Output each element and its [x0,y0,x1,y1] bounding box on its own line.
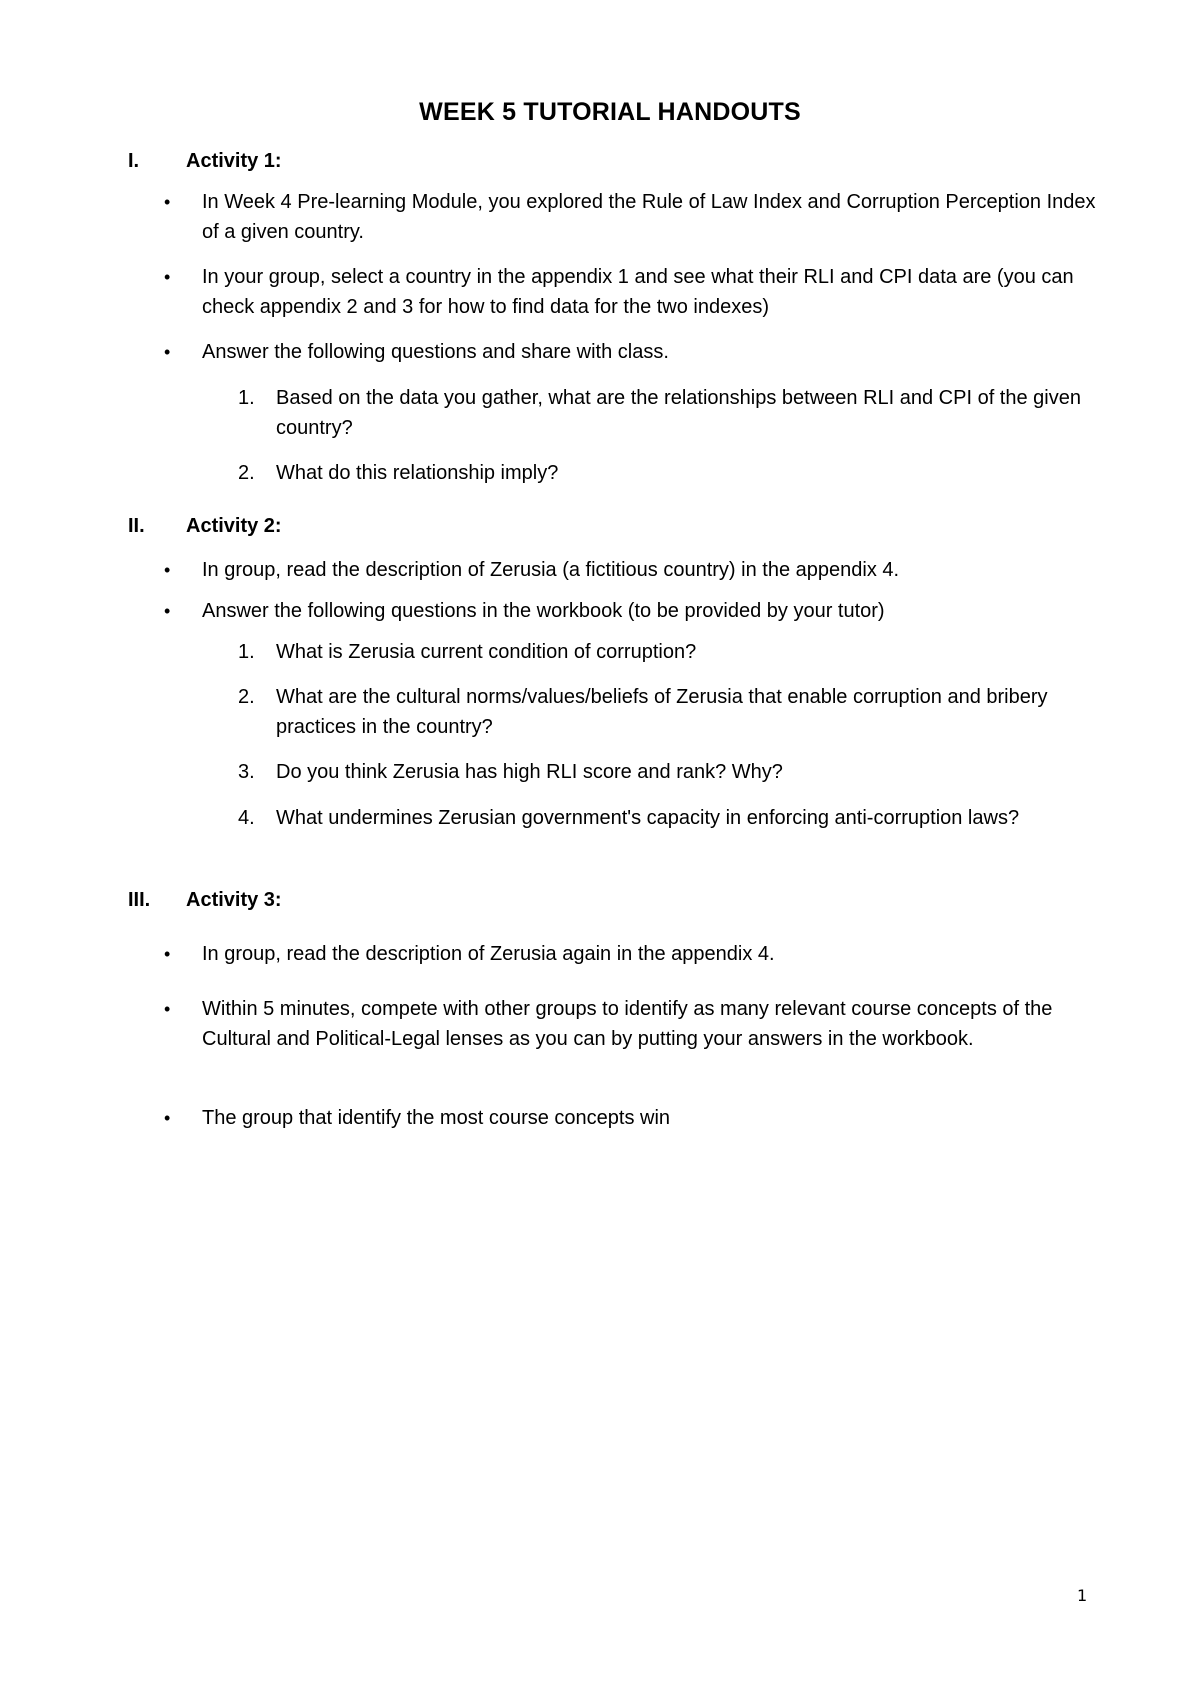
bullet-icon: • [164,192,171,212]
section-numeral: III. [128,889,151,911]
bullet-item [164,556,1102,586]
page-title: WEEK 5 TUTORIAL HANDOUTS [419,98,801,126]
bullet-item [164,995,1102,1054]
question-text: Based on the data you gather, what are the relationships between RLI and CPI of the given country? [276,387,1081,439]
bullet-text: In group, read the description of Zerusia again in the appendix 4. [202,943,775,965]
bullet-icon: • [164,267,171,287]
section-heading-activity-3 [128,889,282,912]
bullet-text: The group that identify the most course concepts win [202,1107,671,1129]
question-number: 1. [238,387,255,409]
bullet-icon: • [164,601,171,621]
question-number: 2. [238,462,255,484]
bullet-item [164,338,1102,368]
question-item [238,683,1086,742]
question-item [238,384,1086,443]
bullet-text: In group, read the description of Zerusia (a fictitious country) in the appendix 4. [202,559,900,581]
bullet-icon: • [164,560,171,580]
bullet-item [164,188,1102,247]
bullet-text: In your group, select a country in the appendix 1 and see what their RLI and CPI data are (you can check appendix 2 and 3 for how to find data for the two indexes) [202,266,1074,318]
question-number: 1. [238,641,255,663]
bullet-icon: • [164,342,171,362]
bullet-icon: • [164,1108,171,1128]
section-heading-activity-2 [128,515,282,538]
section-heading-activity-1 [128,150,282,173]
section-numeral: II. [128,515,145,537]
question-item [238,638,1086,668]
page-number: 1 [1077,1586,1088,1605]
bullet-icon: • [164,944,171,964]
question-number: 3. [238,761,255,783]
question-text: Do you think Zerusia has high RLI score and rank? Why? [276,761,783,783]
question-text: What do this relationship imply? [276,462,559,484]
section-title: Activity 3: [186,889,282,911]
bullet-item [164,1104,1102,1134]
question-number: 2. [238,686,255,708]
bullet-text: In Week 4 Pre-learning Module, you explored the Rule of Law Index and Corruption Perception Index of a given country. [202,191,1096,243]
section-title: Activity 1: [186,150,282,172]
question-text: What undermines Zerusian government's capacity in enforcing anti-corruption laws? [276,807,1020,829]
bullet-item [164,940,1102,970]
bullet-text: Within 5 minutes, compete with other groups to identify as many relevant course concepts of the Cultural and Political-Legal lenses as you can by putting your answers in the workbook. [202,998,1053,1050]
bullet-item [164,597,1102,627]
bullet-icon: • [164,999,171,1019]
section-numeral: I. [128,150,140,172]
question-item [238,459,1086,489]
question-text: What are the cultural norms/values/beliefs of Zerusia that enable corruption and bribery practices in the country? [276,686,1048,738]
bullet-text: Answer the following questions and share with class. [202,341,669,363]
question-number: 4. [238,807,255,829]
question-item [238,804,1086,834]
bullet-text: Answer the following questions in the workbook (to be provided by your tutor) [202,600,885,622]
section-title: Activity 2: [186,515,282,537]
question-text: What is Zerusia current condition of corruption? [276,641,697,663]
question-item [238,758,1086,788]
bullet-item [164,263,1102,322]
